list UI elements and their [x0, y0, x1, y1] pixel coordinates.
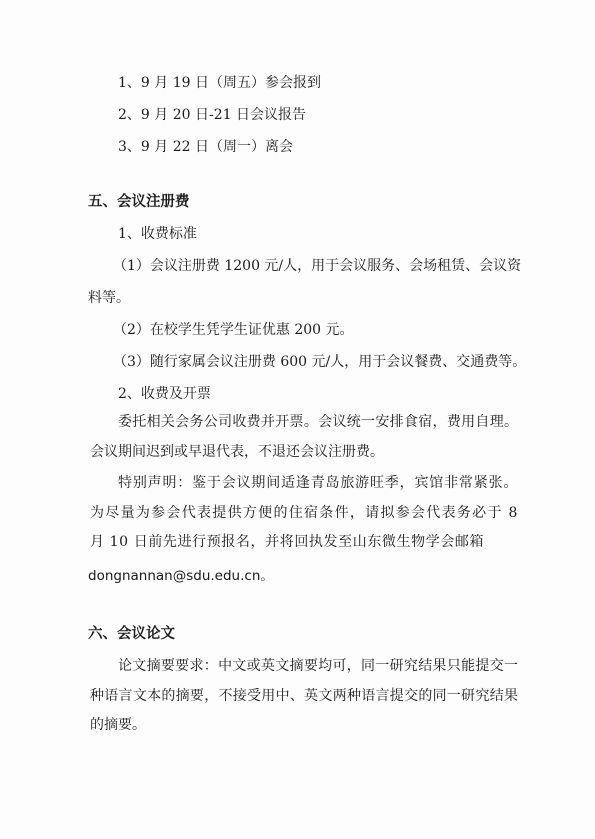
invoice-paragraph: 委托相关会务公司收费并开票。会议统一安排食宿，费用自理。会议期间迟到或早退代表，不退还会议注册费。	[90, 414, 518, 460]
section-5-heading: 五、会议注册费	[88, 194, 190, 210]
fee-item-3: （3）随行家属会议注册费 600 元/人，用于会议餐费、交通费等。	[113, 354, 527, 370]
section-6-heading: 六、会议论文	[88, 626, 175, 642]
schedule-item-1: 1、9 月 19 日（周五）参会报到	[118, 75, 321, 91]
contact-email: dongnannan@sdu.edu.cn。	[88, 568, 274, 584]
fee-item-1-continued: 料等。	[88, 290, 130, 306]
fee-item-2: （2）在校学生凭学生证优惠 200 元。	[113, 322, 354, 338]
invoice-subheading: 2、收费及开票	[118, 386, 211, 402]
fee-standard-subheading: 1、收费标准	[118, 226, 197, 242]
abstract-requirements-paragraph: 论文摘要要求：中文或英文摘要均可，同一研究结果只能提交一种语言文本的摘要，不接受用中、英文两种语言提交的同一研究结果的摘要。	[90, 658, 518, 733]
schedule-item-2: 2、9 月 20 日-21 日会议报告	[118, 107, 306, 123]
fee-item-1: （1）会议注册费 1200 元/人，用于会议服务、会场租赁、会议资	[113, 258, 522, 274]
schedule-item-3: 3、9 月 22 日（周一）离会	[118, 139, 293, 155]
notice-paragraph: 特别声明：鉴于会议期间适逢青岛旅游旺季，宾馆非常紧张。为尽量为参会代表提供方便的住宿条件，请拟参会代表务必于 8 月 10 日前先进行预报名，并将回执发至山东微生物学会邮箱	[90, 475, 518, 550]
